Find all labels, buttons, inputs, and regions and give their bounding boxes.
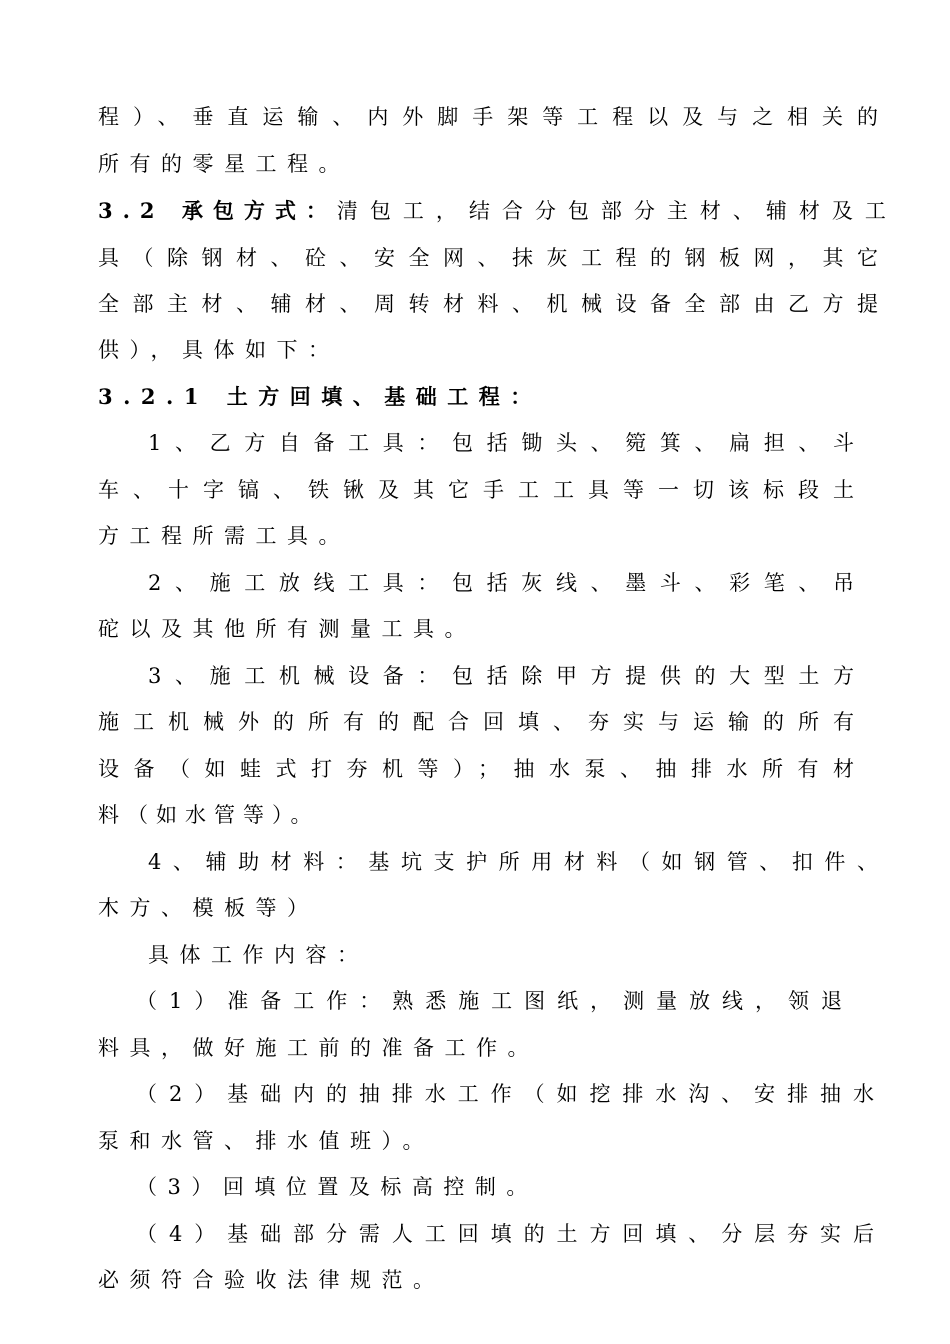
list-item-1: 1、乙方自备工具：包括锄头、箢箕、扁担、斗 (148, 431, 854, 455)
section-3-2-line (98, 196, 898, 226)
work-item-4: （4）基础部分需人工回填的土方回填、分层夯实后 (136, 1222, 874, 1246)
section-3-2-text: 清包工，结合分包部分主材、辅材及工 (336, 199, 898, 223)
paragraph-line: 施工机械外的所有的配合回填、夯实与运输的所有 (98, 710, 854, 734)
paragraph-line: 必须符合验收法律规范。 (98, 1268, 445, 1292)
paragraph-line: 砣以及其他所有测量工具。 (98, 617, 476, 641)
list-item-4: 4、辅助材料：基坑支护所用材料（如钢管、扣件、 (148, 850, 878, 874)
paragraph-line: 所有的零星工程。 (98, 152, 350, 176)
work-item-1: （1）准备工作：熟悉施工图纸，测量放线，领退 (136, 989, 842, 1013)
paragraph-line: 料具，做好施工前的准备工作。 (98, 1036, 539, 1060)
list-item-3: 3、施工机械设备：包括除甲方提供的大型土方 (148, 664, 854, 688)
paragraph-line: 程）、垂直运输、内外脚手架等工程以及与之相关的 (98, 105, 878, 129)
list-item-2: 2、施工放线工具：包括灰线、墨斗、彩笔、吊 (148, 571, 854, 595)
paragraph-line: 供），具体如下： (98, 338, 340, 362)
paragraph-line: 车、十字镐、铁锹及其它手工工具等一切该标段土 (98, 478, 854, 502)
paragraph-line: 料（如水管等）。 (98, 803, 320, 827)
paragraph-line: 具（除钢材、砼、安全网、抹灰工程的钢板网，其它 (98, 246, 878, 270)
paragraph-line: 方工程所需工具。 (98, 524, 350, 548)
paragraph-line: 设备（如蛙式打夯机等）；抽水泵、抽排水所有材 (98, 757, 854, 781)
work-item-2: （2）基础内的抽排水工作（如挖排水沟、安排抽水 (136, 1082, 874, 1106)
paragraph-line: 木方、模板等） (98, 896, 319, 920)
section-heading-3-2-1: 3.2.1 土方回填、基础工程： (98, 384, 542, 409)
paragraph-line: 泵和水管、排水值班）。 (98, 1129, 434, 1153)
work-content-heading: 具体工作内容： (148, 943, 369, 967)
section-heading-3-2: 3.2 承包方式： (98, 198, 337, 223)
work-item-3: （3）回填位置及标高控制。 (136, 1175, 538, 1199)
paragraph-line: 全部主材、辅材、周转材料、机械设备全部由乙方提 (98, 292, 878, 316)
